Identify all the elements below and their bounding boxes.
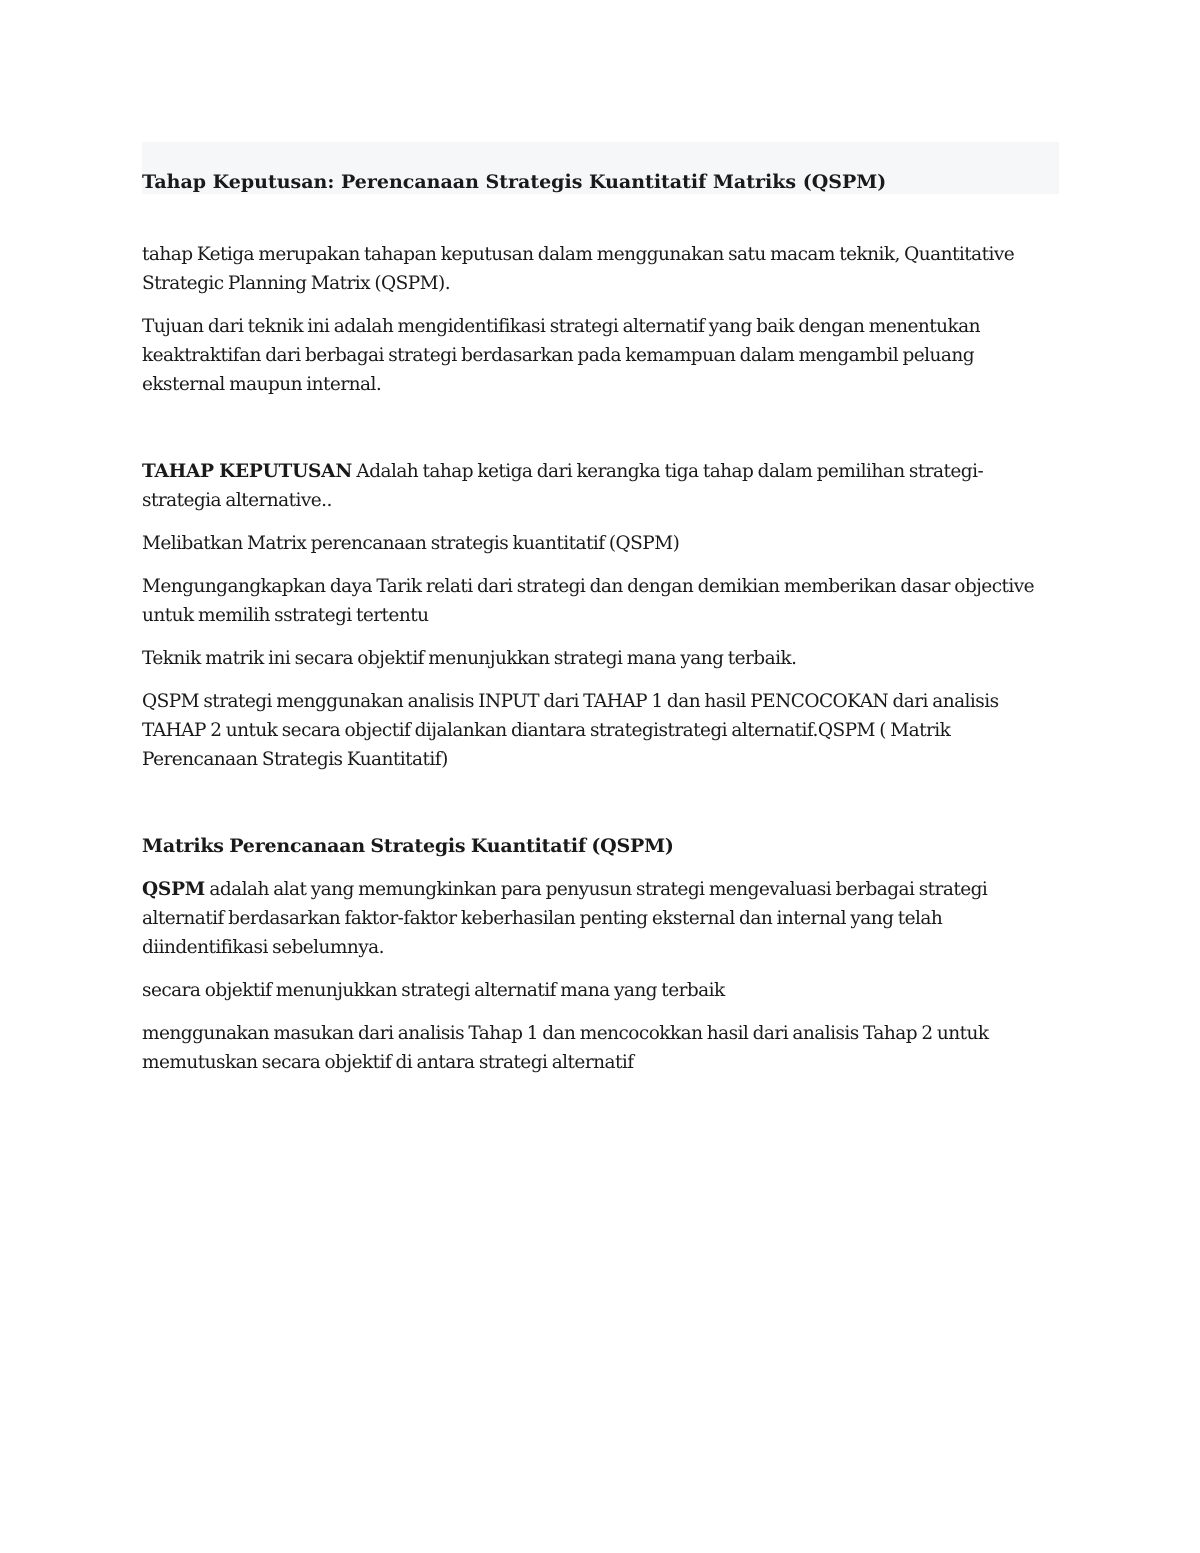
paragraph-tahap-keputusan [142, 457, 1059, 515]
qspm-lead: QSPM [142, 879, 206, 900]
paragraph-teknik: Teknik matrik ini secara objektif menunjukkan strategi mana yang terbaik. [142, 648, 797, 669]
qspm-definition-text: adalah alat yang memungkinkan para penyusun strategi mengevaluasi berbagai strategi alternatif berdasarkan faktor-faktor keberhasilan penting eksternal dan internal yang telah diindentifikasi sebelumnya. [142, 879, 988, 958]
paragraph-intro-1: tahap Ketiga merupakan tahapan keputusan dalam menggunakan satu macam teknik, Quantitative Strategic Planning Matrix (QSPM). [142, 244, 1015, 294]
paragraph-intro-2: Tujuan dari teknik ini adalah mengidentifikasi strategi alternatif yang baik dengan menentukan keaktraktifan dari berbagai strategi berdasarkan pada kemampuan dalam mengambil peluang eksternal maupun internal. [142, 316, 981, 395]
paragraph-objektif: secara objektif menunjukkan strategi alternatif mana yang terbaik [142, 980, 725, 1001]
paragraph-mengungkapkan: Mengungangkapkan daya Tarik relati dari strategi dan dengan demikian memberikan dasar objective untuk memilih sstrategi tertentu [142, 576, 1035, 626]
tahap-keputusan-text: Adalah tahap ketiga dari kerangka tiga tahap dalam pemilihan strategi-strategia alternative.. [142, 461, 984, 511]
document-body [142, 142, 1059, 1077]
paragraph-qspm-definition [142, 875, 1059, 962]
document-title: Tahap Keputusan: Perencanaan Strategis Kuantitatif Matriks (QSPM) [142, 171, 887, 193]
title-band [142, 142, 1059, 194]
section-subheading: Matriks Perencanaan Strategis Kuantitatif (QSPM) [142, 835, 674, 857]
paragraph-qspm-input: QSPM strategi menggunakan analisis INPUT dari TAHAP 1 dan hasil PENCOCOKAN dari analisis TAHAP 2 untuk secara objectif dijalankan diantara strategistrategi alternatif.QSPM ( Matrik Perencanaan Strategis Kuantitatif) [142, 691, 999, 770]
paragraph-masukan: menggunakan masukan dari analisis Tahap 1 dan mencocokkan hasil dari analisis Tahap 2 untuk memutuskan secara objektif di antara strategi alternatif [142, 1023, 989, 1073]
paragraph-melibatkan: Melibatkan Matrix perencanaan strategis kuantitatif (QSPM) [142, 533, 680, 554]
tahap-keputusan-lead: TAHAP KEPUTUSAN [142, 461, 353, 482]
